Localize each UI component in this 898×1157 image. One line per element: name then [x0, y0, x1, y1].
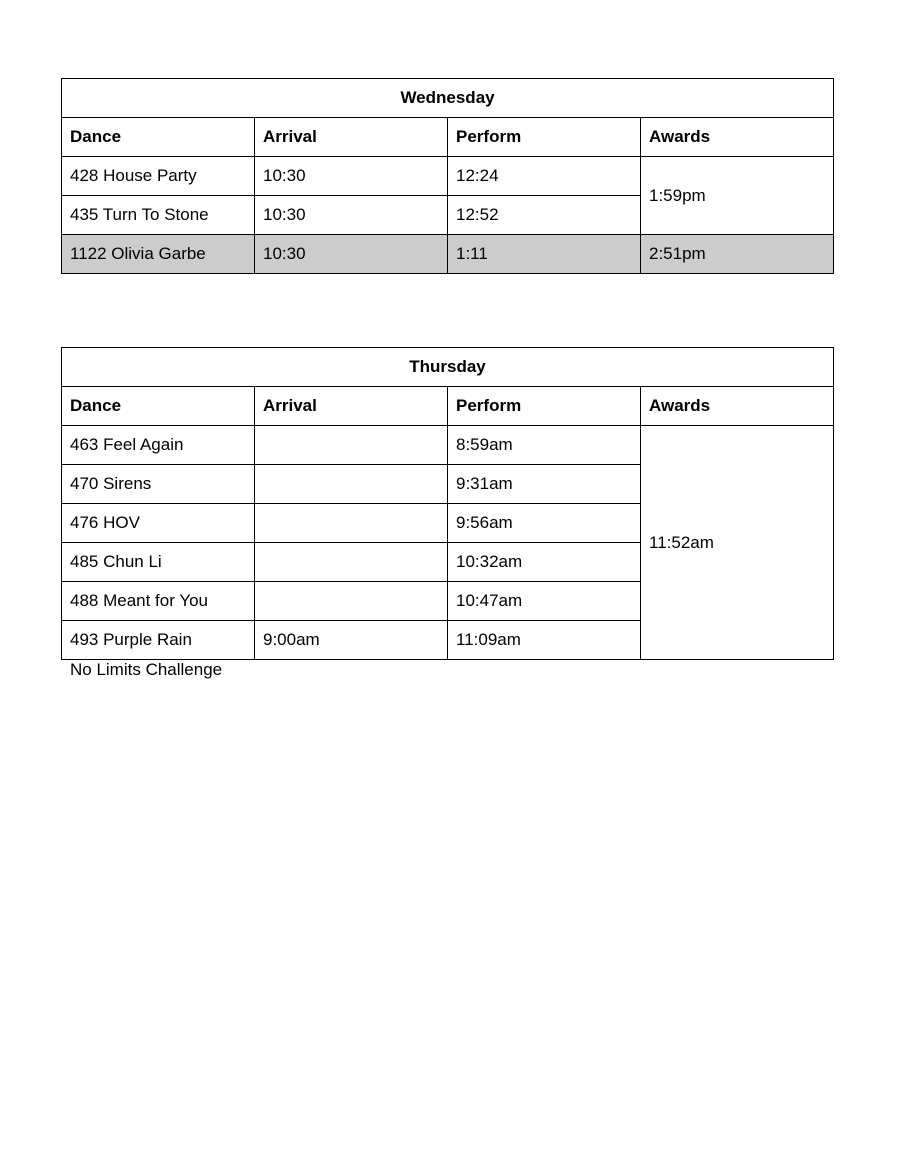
dance-cell: 470 Sirens [62, 465, 255, 504]
awards-cell: 2:51pm [641, 235, 834, 274]
perform-cell: 12:52 [448, 196, 641, 235]
arrival-cell [255, 426, 448, 465]
arrival-cell: 10:30 [255, 157, 448, 196]
dance-cell: 428 House Party [62, 157, 255, 196]
header-perform: Perform [448, 118, 641, 157]
table-row [62, 426, 834, 465]
header-dance: Dance [62, 118, 255, 157]
awards-cell: 1:59pm [641, 157, 834, 235]
dance-cell: 488 Meant for You [62, 582, 255, 621]
thursday-header-row [62, 387, 834, 426]
header-arrival: Arrival [255, 118, 448, 157]
perform-cell: 9:56am [448, 504, 641, 543]
arrival-cell: 9:00am [255, 621, 448, 660]
perform-cell: 8:59am [448, 426, 641, 465]
wednesday-title: Wednesday [62, 79, 834, 118]
header-dance: Dance [62, 387, 255, 426]
perform-cell: 1:11 [448, 235, 641, 274]
thursday-title: Thursday [62, 348, 834, 387]
perform-cell: 12:24 [448, 157, 641, 196]
perform-cell: 10:32am [448, 543, 641, 582]
table-row-highlighted [62, 235, 834, 274]
dance-cell: 476 HOV [62, 504, 255, 543]
arrival-cell [255, 582, 448, 621]
arrival-cell [255, 543, 448, 582]
dance-cell: 463 Feel Again [62, 426, 255, 465]
wednesday-header-row [62, 118, 834, 157]
perform-cell: 11:09am [448, 621, 641, 660]
perform-cell: 10:47am [448, 582, 641, 621]
wednesday-schedule-table [61, 78, 834, 274]
dance-cell: 485 Chun Li [62, 543, 255, 582]
arrival-cell [255, 504, 448, 543]
header-perform: Perform [448, 387, 641, 426]
header-awards: Awards [641, 387, 834, 426]
header-awards: Awards [641, 118, 834, 157]
dance-cell: 435 Turn To Stone [62, 196, 255, 235]
competition-note: No Limits Challenge [70, 660, 223, 679]
dance-cell: 493 Purple Rain [62, 621, 255, 660]
table-row [62, 157, 834, 196]
arrival-cell: 10:30 [255, 196, 448, 235]
arrival-cell: 10:30 [255, 235, 448, 274]
header-arrival: Arrival [255, 387, 448, 426]
dance-cell: 1122 Olivia Garbe [62, 235, 255, 274]
arrival-cell [255, 465, 448, 504]
perform-cell: 9:31am [448, 465, 641, 504]
awards-cell: 11:52am [641, 426, 834, 660]
thursday-schedule-table [61, 347, 834, 660]
